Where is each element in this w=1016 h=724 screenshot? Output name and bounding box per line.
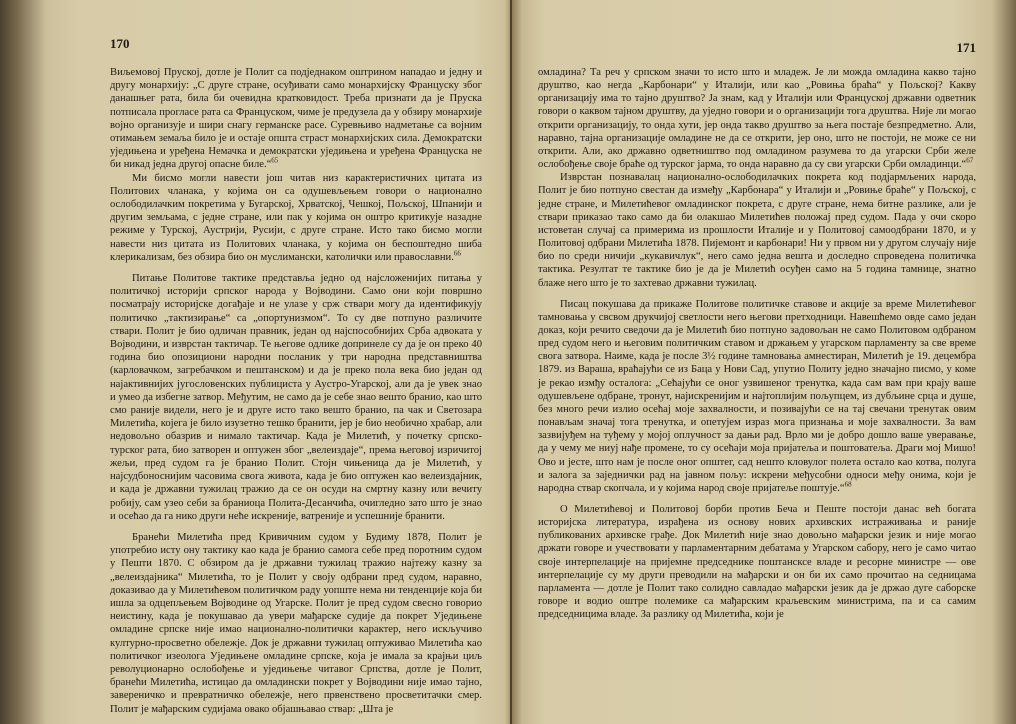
paragraph-text: омладина? Та реч у српском значи то исто што и младеж. Је ли можда омладина какво тајно друштво, као негда „Карбонари“ у Италији, или као „Ровиња браћа“ у Пољској? Какву организацију има то тајно друштво? Ја знам, кад у Италији или Француској државни одветник говори о каквом тајном друштву, да уједно говори и о организацији тога друштва. Није ли могао открити организацију, то онда хути, јер онда такво друштво за њега постаје безпредметно. Али, наравно, тајна организације омладине не да се открити, јер оно, што не постоји, не може се ни открити. Али, ако државно одветништво под омладином разумева то да угарски Срби желе ослобођење своје браће од турског јарма, то онда наравно да су сви угарски Срби омладинци.“ (538, 67, 976, 171)
paragraph (538, 66, 976, 171)
paragraph (538, 298, 976, 495)
footnote-marker: 67 (966, 156, 974, 165)
page-number-right: 171 (956, 40, 976, 55)
paragraph (110, 172, 482, 264)
paragraph-text: Питање Политове тактике представља једно од најсложенијих питања у политичкој историји српског народа у Војводини. Само они који површно посматрају историјске догађаје и не улазе у срж ствари могу да идентификују политичко „тактизирање“ са „опортунизмом“. То су две потпуно различите ствари. Полит је био одличан правник, један од најспособнијих Срба адвоката у Војводини, и изврстан тактичар. Те његове одлике допринеле су да је он преко 40 година био опозициони народни посланик у три народна представништва (карловачком, загребачком и пештанском) и да је преко пола века био један од најактивнијих југословенских публициста у Аустро-Угарској, али да је увек знао и умео да избегне затвор. Међутим, не само да је себе знао вешто бранио, као што смо раније видели, него је и друге исто тако вешто бранио, па чак и Светозара Милетића, којега је било изузетно тешко бранити, јер је био необично храбар, али недовољно обазрив и нимало тактичар. Када је Милетић, у почетку српско-турског рата, био затворен и оптужен због „велеиздаје“, према његовој изричитој жељи, пред судом га је бранио Полит. Стојн чињеница да је Милетић, у најсудбоноснијим часовима свога живота, када је био оптужен као велеиздајник, и када је државни тужилац тражио да се он осуди на смртну казну или вечиту робију, сам узео себи за браниоца Полита-Десанчића, очигледно зато што је знао и осећао да га нико други неће искреније, ватреније и успешније бранити. (110, 273, 482, 522)
left-page-text (110, 66, 482, 716)
paragraph (110, 66, 482, 172)
paragraph (110, 272, 482, 523)
page-number-left: 170 (110, 36, 130, 51)
footnote-marker: 66 (453, 249, 461, 258)
paragraph (110, 531, 482, 716)
footnote-marker: 65 (271, 156, 279, 165)
paragraph-text: Ми бисмо могли навести још читав низ карактеристичних цитата из Политових чланака, у којима он са одушевљењем говори о национално ослободилачким покретима у Бугарској, Хрватској, Чешкој, Пољској, Шпанији и другим земљама, с једне стране, или пак у којима он оштро критикује назадне режиме у Турској, Аустрији, Русији, с друге стране. Исто тако бисмо могли навести низ цитата из Политових чланака, у којима он беспоштедно шиба клерикализам, без обзира био он муслимански, католички или православни. (110, 172, 482, 263)
paragraph-text: Писац покушава да прикаже Политове политичке ставове и акције за време Милетићевог тамновања у свсвом друкчијој светлости него његови претходници. Навешћемо овде само један доказ, који речито сведочи да је Милетић био потпуно задовољан не само Политовом одбраном пред судом него и његовим политичким ставом и држањем у угарском парламенту за све време свога затвора. Наиме, када је после 3½ године тамновања амнестиран, Милетић је 19. децембра 1879. из Вараша, враћајући се из Баца у Нови Сад, упутио Политу једно значајно писмо, у коме је рекао измђу осталога: „Сећајући се оног узвишеног тренутка, када сам вам при крају ваше одушевљене одбране, тронут, најискренијим и најтоплијим пољупцем, из дубљине срца и душе, без много речи излио осећај моје захвалности, и позивајући се на тај свечани тренутак овим понављам значај тога тренутка, и опетујем израз мога признања и моје захвалности. За вам зазвијуђем на туђему у мојој оплучност за дањи рад. Врло ми је добро дошло ваше уверавање, да у чему ме ниуј нађе промене, то су осећаји моја пријатеља и поштоватеља. Драги мој Мишо! Ово и јесте, што нам је после оног општег, сад нешто кловулог полета остало као котва, полуга и залога за заједнички рад на јавном пољу: искрени међусобни односи међу онима, који је народна ствар скопчала, и у којима народ своје пријатеље поштује.“ (538, 298, 976, 494)
paragraph (538, 171, 976, 289)
paragraph-text: Виљемовој Пруској, дотле је Полит са подједнаком оштрином нападао и једну и другу монархију: „С друге стране, осуђивати само монархијску Француску због данашњег рата, била би очевидна кратковидост. Треба признати да је Пруска потписала прогласе рата са Француском, чиме је предузела да у обзиру монархије војно организује и шири снагу германске расе. Суревњиво надметање са војним отимањем земаља било је и остаје општа страст монархијских сила. Демократски уједињена и уређена Немачка и демократски уједињена и уређена Француска не би никад једна другој опасне биле.“ (110, 67, 482, 171)
paragraph-text: Бранећи Милетића пред Кривичним судом у Будиму 1878, Полит је употребио исту ону тактику као када је бранио самога себе пред поротним судом у Пешти 1870. С обзиром да је државни тужилац тражио најтежу казну за „велеиздајника“ Милетића, то је Полит у своју одбрани пред судом, наравно, доказивао да у Милетићевом политичком раду уопште нема ни тенденције која би ишла за одцепљењем Војводине од Угарске. Полит је пред судом свесно говорио неистину, када је покушавао да увери мађарске судије да покрет Уједињене омладине српске није имао национално-политички карактер, него искључиво културно-просветно обележје. Док је државни тужилац оптуживао Милетића као политичког изеолога Уједињене омладине српске, која је имала за крајњи циљ револуционарно ослобођење и уједињење читавог Српства, дотле је Полит, бранећи Милетића, истицао да омладински покрет у Војводини није имао тајно, завереничко и превратничко обележје, него првенствено просветитачки смер. Полит је мађарским судијама овако објашњавао ствар: „Шта је (110, 531, 482, 715)
footnote-marker: 68 (844, 480, 852, 489)
right-page-text (538, 66, 976, 621)
right-page (512, 0, 1016, 724)
paragraph-text: О Милетићевој и Политовој борби против Беча и Пеште постоји данас већ богата историјска литература, израђена из основу нових архивских истраживања и раније публикованих архивске грађе. Док Милетић није знао довољно мађарски језик и није могао држати говоре и учествовати у парламентарним дебатама у Угарском сабору, него је само читао своје интерпелације на пријемне председнике поштансксе владе и ресорне министре — ове интерпелације су му други преводили на мађарски и он би их само прочитао на седницама парламента — дотле је Полит тако солидно савладао мађарски језик да је држао дуге саборске говоре и водио оштре полемике са мађарским краљевским министрима, па и са самим председницима владе. За разлику од Милетића, који је (538, 504, 976, 621)
paragraph-text: Изврстан познавалац национално-ослободилачких покрета код подјармљених народа, Полит је био потпуно свестан да између „Карбонара“ у Италији и „Ровиње браће“ у Пољској, с једне стране, и Милетићевог омладинског покрета, с друге стране, нема битне разлике, али је ствари приказао тако само да би олакшао Милетићев положај пред судом. Пада у очи скоро истоветан случај са примерима из прошлости Италије и у Политовој самоодбрани 1870, и у Политовој одбрани Милетића 1878. Пијемонт и карбонари! Ни у првом ни у другом случају није био по среди ничији „кукавичлук“, него само једна вешта и доследно спроведена политичка тактика. Резултат те тактике био је да је Милетић осуђен само на 5 година тамнице, знатно блаже него што је то захтевао државни тужилац. (538, 172, 976, 289)
paragraph (538, 503, 976, 621)
